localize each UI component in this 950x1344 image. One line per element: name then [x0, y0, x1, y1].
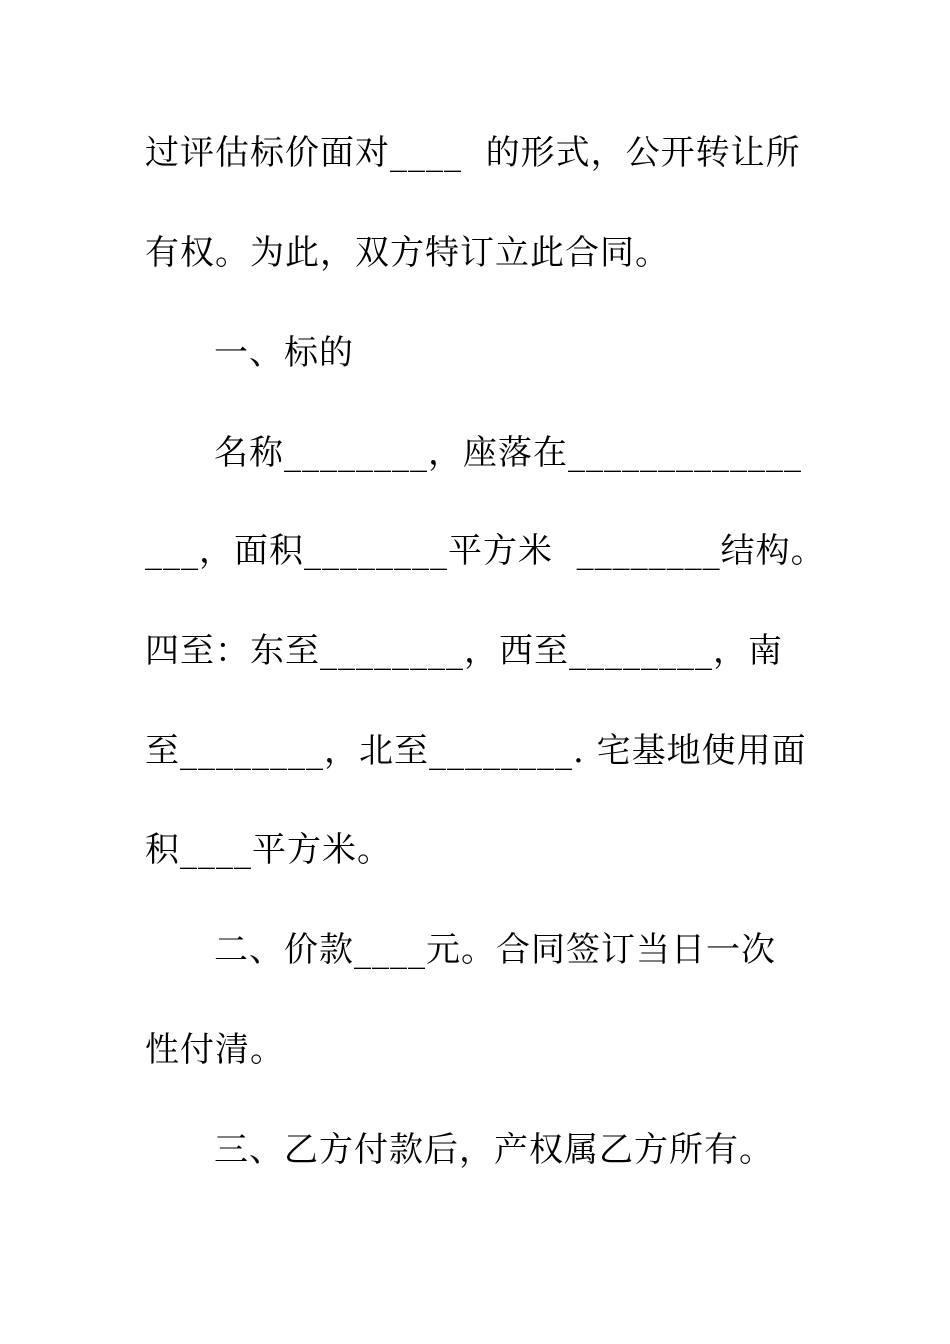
text-line: 过评估标价面对____ 的形式，公开转让所 — [145, 133, 801, 173]
text-line: 有权。为此，双方特订立此合同。 — [145, 233, 670, 273]
section-heading: 三、乙方付款后，产权属乙方所有。 — [214, 1130, 774, 1170]
text-line: 性付清。 — [145, 1030, 285, 1070]
text-line: ___，面积________平方米 ________结构。 — [145, 531, 826, 571]
text-line: 积____平方米。 — [145, 830, 392, 870]
section-heading: 二、价款____元。合同签订当日一次 — [214, 930, 776, 970]
text-line: 名称________，座落在_____________ — [214, 433, 802, 473]
text-line: 四至：东至________，西至________，南 — [145, 631, 783, 671]
text-line: 至________，北至________. 宅基地使用面 — [145, 731, 807, 771]
section-heading: 一、标的 — [214, 333, 354, 373]
